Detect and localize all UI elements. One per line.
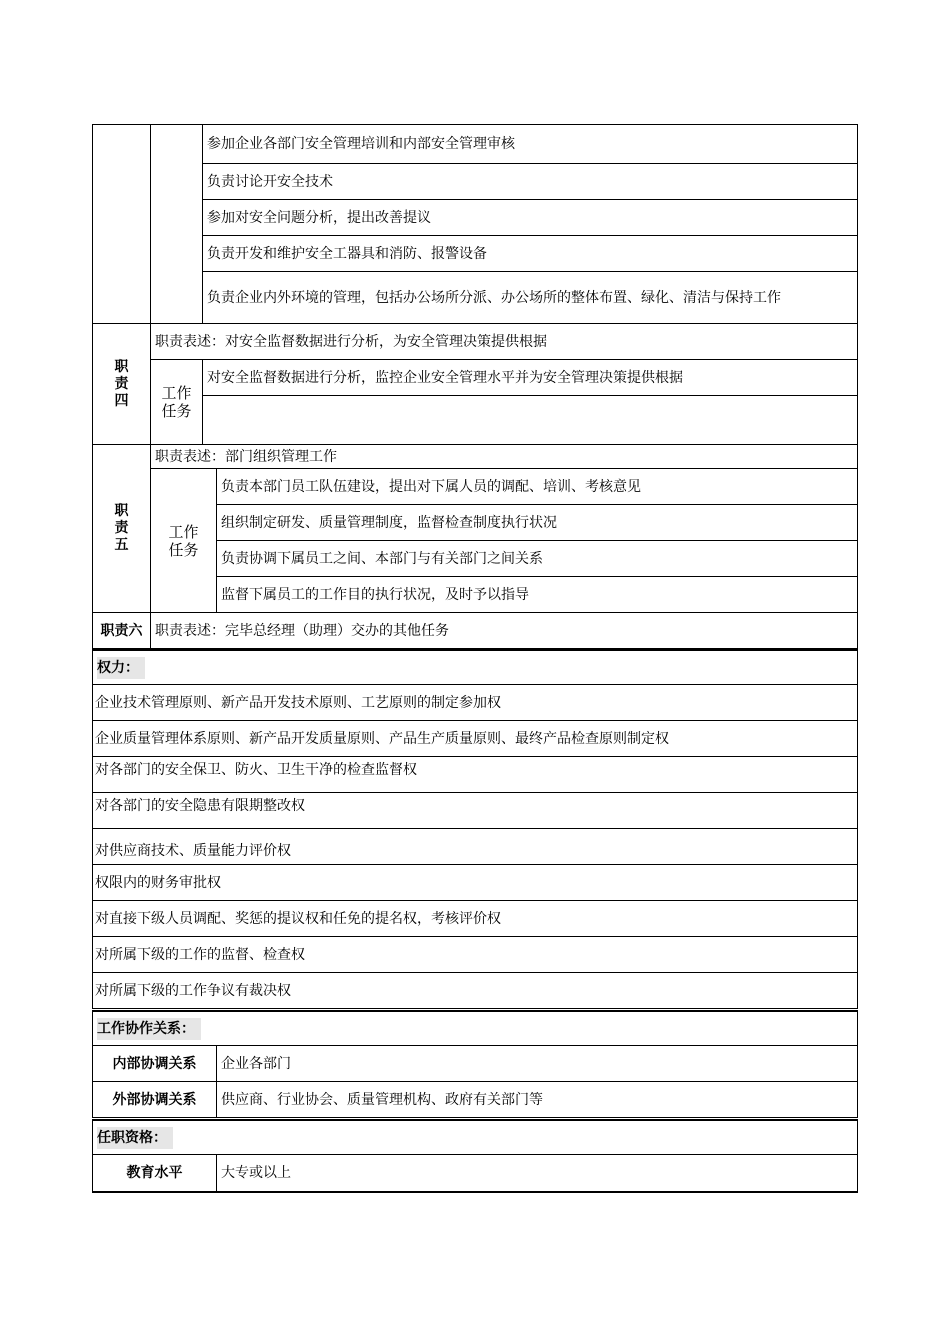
duty5-task-2: 组织制定研发、质量管理制度，监督检查制度执行状况	[216, 505, 858, 541]
power-item-9: 对所属下级的工作争议有裁决权	[92, 973, 858, 1009]
duty5-task-label: 工作任务	[150, 469, 216, 613]
duty4-label: 职责四	[92, 324, 150, 445]
power-item-6: 权限内的财务审批权	[92, 865, 858, 901]
external-relations-label: 外部协调关系	[92, 1082, 216, 1118]
power-item-5: 对供应商技术、质量能力评价权	[92, 829, 858, 865]
duty6-statement: 职责表述：完毕总经理（助理）交办的其他任务	[150, 613, 858, 649]
external-relations-value: 供应商、行业协会、质量管理机构、政府有关部门等	[216, 1082, 858, 1118]
duty4-statement: 职责表述：对安全监督数据进行分析，为安全管理决策提供根据	[150, 324, 858, 360]
education-label: 教育水平	[92, 1155, 216, 1193]
duty5-task-4: 监督下属员工的工作目的执行状况，及时予以指导	[216, 577, 858, 613]
qualifications-title: 任职资格：	[92, 1119, 858, 1155]
duty6-label: 职责六	[92, 613, 150, 649]
duty4-task-label: 工作任务	[150, 360, 202, 445]
duty5-label: 职责五	[92, 445, 150, 613]
relations-title: 工作协作关系：	[92, 1010, 858, 1046]
duty5-statement: 职责表述：部门组织管理工作	[150, 445, 858, 469]
duty3-task-1: 参加企业各部门安全管理培训和内部安全管理审核	[202, 124, 858, 164]
power-item-3: 对各部门的安全保卫、防火、卫生干净的检查监督权	[92, 757, 858, 793]
duty4-task-1: 对安全监督数据进行分析，监控企业安全管理水平并为安全管理决策提供根据	[202, 360, 858, 396]
duty4-task-2	[202, 396, 858, 445]
power-item-8: 对所属下级的工作的监督、检查权	[92, 937, 858, 973]
duty3-task-2: 负责讨论开安全技术	[202, 164, 858, 200]
duty5-task-3: 负责协调下属员工之间、本部门与有关部门之间关系	[216, 541, 858, 577]
duty3-task-4: 负责开发和维护安全工器具和消防、报警设备	[202, 236, 858, 272]
duty3-task-3: 参加对安全问题分析，提出改善提议	[202, 200, 858, 236]
duty3-task-label-cell	[150, 124, 202, 324]
power-item-7: 对直接下级人员调配、奖惩的提议权和任免的提名权，考核评价权	[92, 901, 858, 937]
internal-relations-value: 企业各部门	[216, 1046, 858, 1082]
duty3-label-cell	[92, 124, 150, 324]
power-item-2: 企业质量管理体系原则、新产品开发质量原则、产品生产质量原则、最终产品检查原则制定权	[92, 721, 858, 757]
internal-relations-label: 内部协调关系	[92, 1046, 216, 1082]
duty3-task-5: 负责企业内外环境的管理，包括办公场所分派、办公场所的整体布置、绿化、清洁与保持工作	[202, 272, 858, 324]
powers-title: 权力：	[92, 649, 858, 685]
duty5-task-1: 负责本部门员工队伍建设，提出对下属人员的调配、培训、考核意见	[216, 469, 858, 505]
education-value: 大专或以上	[216, 1155, 858, 1193]
power-item-4: 对各部门的安全隐患有限期整改权	[92, 793, 858, 829]
power-item-1: 企业技术管理原则、新产品开发技术原则、工艺原则的制定参加权	[92, 685, 858, 721]
